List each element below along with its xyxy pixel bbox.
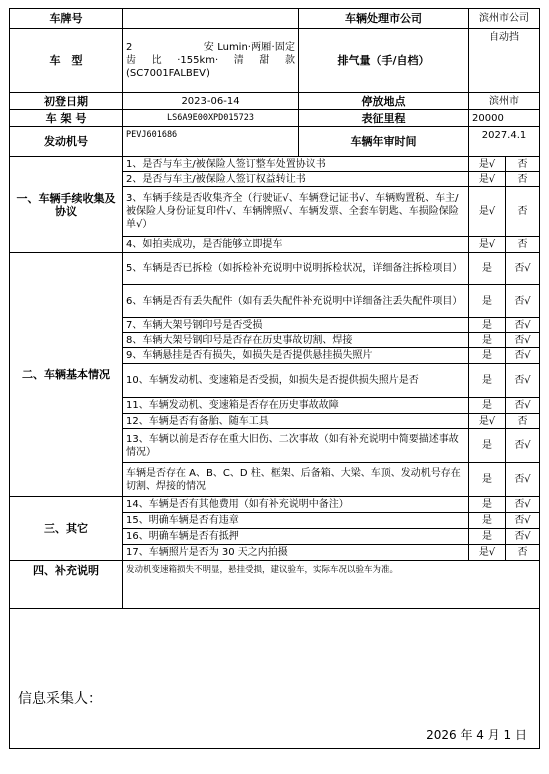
vehicle-info-form [9,8,540,749]
no-option[interactable]: 否√ [506,285,540,318]
list-item: 15、明确车辆是否有违章 [123,513,469,529]
engine-value: PEVJ601686 [123,127,299,157]
list-item: 5、车辆是否已拆检（如拆检补充说明中说明拆检状况，详细备注拆检项目） [123,253,469,285]
yes-option[interactable]: 是 [469,429,506,463]
yes-option[interactable]: 是 [469,398,506,414]
plate-label: 车牌号 [10,9,123,29]
no-option[interactable]: 否√ [506,253,540,285]
yes-option[interactable]: 是 [469,497,506,513]
yes-option[interactable]: 是√ [469,157,506,172]
no-option[interactable]: 否 [506,545,540,561]
parking-label: 停放地点 [299,93,469,110]
yes-option[interactable]: 是√ [469,187,506,237]
vin-value: LS6A9E00XPD015723 [123,110,299,127]
model-label: 车 型 [10,29,123,93]
company-label: 车辆处理市公司 [299,9,469,29]
yes-option[interactable]: 是√ [469,172,506,187]
no-option[interactable]: 否 [506,237,540,253]
trans-label: 排气量（手/自档） [299,29,469,93]
no-option[interactable]: 否√ [506,318,540,333]
vin-label: 车 架 号 [10,110,123,127]
engine-label: 发动机号 [10,127,123,157]
no-option[interactable]: 否 [506,172,540,187]
yes-option[interactable]: 是 [469,513,506,529]
signature-area [10,609,540,749]
no-option[interactable]: 否√ [506,529,540,545]
list-item: 9、车辆悬挂是否有损失，如损失是否提供悬挂损失照片 [123,348,469,364]
no-option[interactable]: 否 [506,157,540,172]
yes-option[interactable]: 是√ [469,545,506,561]
no-option[interactable]: 否√ [506,333,540,348]
yes-option[interactable]: 是 [469,333,506,348]
list-item: 17、车辆照片是否为 30 天之内拍摄 [123,545,469,561]
yes-option[interactable]: 是 [469,318,506,333]
yes-option[interactable]: 是 [469,285,506,318]
reg-date-value: 2023-06-14 [123,93,299,110]
list-item: 14、车辆是否有其他费用（如有补充说明中备注） [123,497,469,513]
supplementary-note: 发动机变速箱损失不明显，悬挂受损，建议验车，实际车况以验车为准。 [123,561,540,609]
no-option[interactable]: 否√ [506,364,540,398]
yes-option[interactable]: 是√ [469,414,506,429]
list-item: 2、是否与车主/被保险人签订权益转让书 [123,172,469,187]
no-option[interactable]: 否√ [506,513,540,529]
no-option[interactable]: 否√ [506,398,540,414]
list-item: 11、车辆发动机、变速箱是否存在历史事故故障 [123,398,469,414]
list-item: 10、车辆发动机、变速箱是否受损，如损失是否提供损失照片是否 [123,364,469,398]
yes-option[interactable]: 是 [469,348,506,364]
list-item: 13、车辆以前是否存在重大旧伤、二次事故（如有补充说明中简要描述事故情况） [123,429,469,463]
section-title: 一、车辆手续收集及协议 [10,157,123,253]
section-title: 二、车辆基本情况 [10,253,123,497]
inspect-label: 车辆年审时间 [299,127,469,157]
list-item: 16、明确车辆是否有抵押 [123,529,469,545]
list-item: 3、车辆手续是否收集齐全（行驶证√、车辆登记证书√、车辆购置税、车主/被保险人身份证复印件√、车辆牌照√、车辆发票、全套车钥匙、车损险保险单√） [123,187,469,237]
list-item: 4、如拍卖成功，是否能够立即提车 [123,237,469,253]
no-option[interactable]: 否 [506,187,540,237]
sign-date: 2026 年 4 月 1 日 [426,728,527,742]
yes-option[interactable]: 是 [469,463,506,497]
yes-option[interactable]: 是 [469,364,506,398]
yes-option[interactable]: 是√ [469,237,506,253]
no-option[interactable]: 否√ [506,497,540,513]
section-title: 四、补充说明 [10,561,123,609]
list-item: 8、车辆大架号钢印号是否存在历史事故切割、焊接 [123,333,469,348]
no-option[interactable]: 否√ [506,348,540,364]
model-value: 2 安 Lumin·两厢·固定齿比·155km·清甜款(SC7001FALBEV) [123,29,299,93]
list-item: 1、是否与车主/被保险人签订整车处置协议书 [123,157,469,172]
list-item: 6、车辆是否有丢失配件（如有丢失配件补充说明中详细备注丢失配件项目） [123,285,469,318]
no-option[interactable]: 否 [506,414,540,429]
list-item: 7、车辆大架号钢印号是否受损 [123,318,469,333]
section-title: 三、其它 [10,497,123,561]
company-value: 滨州市公司 [469,9,540,29]
inspect-value: 2027.4.1 [469,127,540,157]
no-option[interactable]: 否√ [506,463,540,497]
list-item: 12、车辆是否有备胎、随车工具 [123,414,469,429]
list-item: 车辆是否存在 A、B、C、D 柱、框架、后备箱、大梁、车顶、发动机号存在切割、焊接的情况 [123,463,469,497]
plate-value [123,9,299,29]
collector-label: 信息采集人： [18,691,102,707]
parking-value: 滨州市 [469,93,540,110]
yes-option[interactable]: 是 [469,253,506,285]
reg-date-label: 初登日期 [10,93,123,110]
no-option[interactable]: 否√ [506,429,540,463]
mileage-label: 表征里程 [299,110,469,127]
mileage-value: 20000 [469,110,540,127]
yes-option[interactable]: 是 [469,529,506,545]
trans-value: 自动挡 [469,29,540,93]
